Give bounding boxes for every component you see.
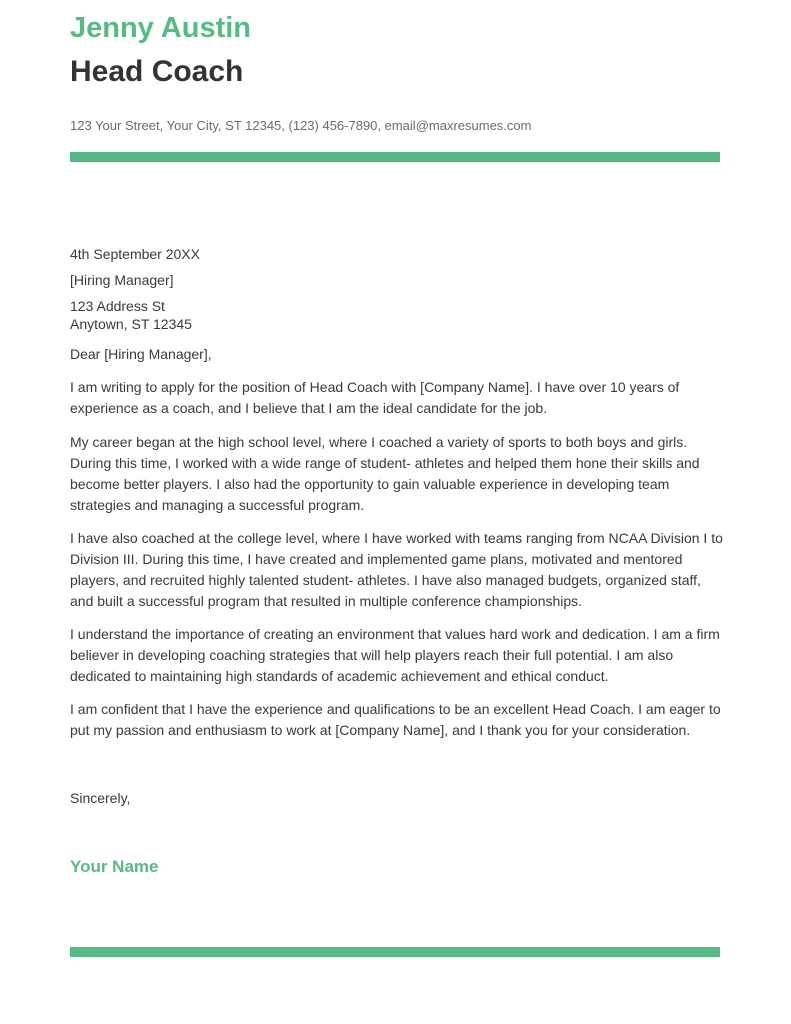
closing: Sincerely, [70,790,131,806]
applicant-name: Jenny Austin [70,12,252,44]
job-title: Head Coach [70,55,244,88]
letter-paragraph-1: I am writing to apply for the position of Head Coach with [Company Name]. I have over 10 years of experience as a coach, and I believe that I am the ideal candidate for the job. [70,379,680,416]
footer-divider [70,947,720,957]
letter-paragraph-4: I understand the importance of creating an environment that values hard work and dedication. I am a firm believer in developing coaching strategies that will help players reach their full potential. I am also dedicated to maintaining high standards of academic achievement and ethical conduct. [70,626,720,684]
salutation: Dear [Hiring Manager], [70,346,212,362]
letter-paragraph-3: I have also coached at the college level, where I have worked with teams ranging from NCAA Division I to Division III. During this time, I have created and implemented game plans, motivated and mentored players, and recruited highly talented student- athletes. I have also managed budgets, organized staff, and built a successful program that resulted in multiple conference championships. [70,530,723,609]
letter-date: 4th September 20XX [70,246,200,262]
recipient-name: [Hiring Manager] [70,272,174,288]
contact-info: 123 Your Street, Your City, ST 12345, (123) 456-7890, email@maxresumes.com [70,118,532,133]
letter-paragraph-5: I am confident that I have the experience and qualifications to be an excellent Head Coach. I am eager to put my passion and enthusiasm to work at [Company Name], and I thank you for your consideration. [70,701,721,738]
header-divider [70,152,720,162]
recipient-address-line-1: 123 Address St [70,298,165,314]
letter-paragraph-2: My career began at the high school level, where I coached a variety of sports to both boys and girls. During this time, I worked with a wide range of student- athletes and helped them hone their skills and become better players. I also had the opportunity to gain valuable experience in developing team strategies and managing a successful program. [70,434,700,513]
signature-name: Your Name [70,857,159,876]
recipient-address-line-2: Anytown, ST 12345 [70,316,192,332]
